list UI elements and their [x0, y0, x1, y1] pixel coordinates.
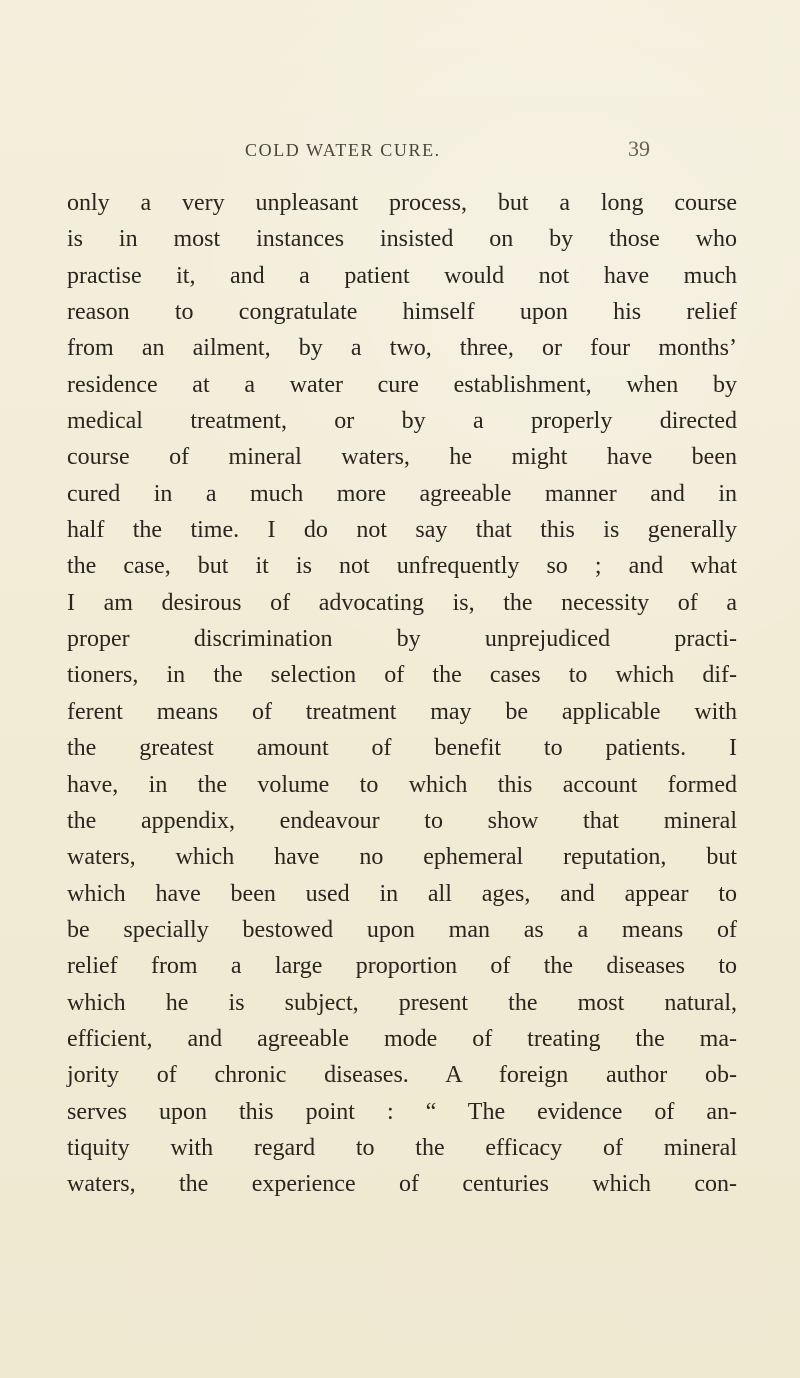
text-line: residence at a water cure establishment, when by	[67, 371, 737, 398]
text-line: course of mineral waters, he might have been	[67, 444, 737, 471]
text-line: jority of chronic diseases. A foreign author ob-	[67, 1062, 737, 1089]
text-line: only a very unpleasant process, but a long course	[67, 190, 737, 216]
body-text	[67, 185, 737, 1203]
text-line: serves upon this point : “ The evidence of an-	[67, 1098, 737, 1125]
text-line: ferent means of treatment may be applicable with	[67, 698, 737, 725]
text-line: the case, but it is not unfrequently so ; and what	[67, 553, 737, 580]
text-line: which he is subject, present the most natural,	[67, 989, 737, 1016]
page-header	[0, 136, 800, 170]
running-head: COLD WATER CURE.	[245, 140, 441, 160]
text-line: cured in a much more agreeable manner and in	[67, 480, 737, 507]
text-line: practise it, and a patient would not have much	[67, 262, 737, 289]
text-line: waters, the experience of centuries which con-	[67, 1171, 737, 1198]
text-line: is in most instances insisted on by those who	[67, 226, 737, 253]
page-number: 39	[628, 136, 650, 161]
text-line: tiquity with regard to the efficacy of mineral	[67, 1134, 737, 1161]
text-line: be specially bestowed upon man as a means of	[67, 916, 737, 943]
text-line: proper discrimination by unprejudiced practi-	[67, 626, 737, 653]
text-line: medical treatment, or by a properly directed	[67, 408, 737, 435]
text-line: efficient, and agreeable mode of treating the ma-	[67, 1025, 737, 1052]
text-line: from an ailment, by a two, three, or four months’	[67, 335, 737, 362]
text-line: which have been used in all ages, and appear to	[67, 880, 737, 907]
text-line: I am desirous of advocating is, the necessity of a	[67, 589, 737, 616]
text-line: have, in the volume to which this account formed	[67, 771, 737, 798]
text-line: reason to congratulate himself upon his relief	[67, 299, 737, 326]
text-line: relief from a large proportion of the diseases to	[67, 953, 737, 980]
text-line: tioners, in the selection of the cases to which dif-	[67, 662, 737, 689]
text-line: the greatest amount of benefit to patients. I	[67, 735, 737, 762]
text-line: the appendix, endeavour to show that mineral	[67, 807, 737, 834]
text-line: half the time. I do not say that this is generally	[67, 517, 737, 544]
text-line: waters, which have no ephemeral reputation, but	[67, 844, 737, 871]
